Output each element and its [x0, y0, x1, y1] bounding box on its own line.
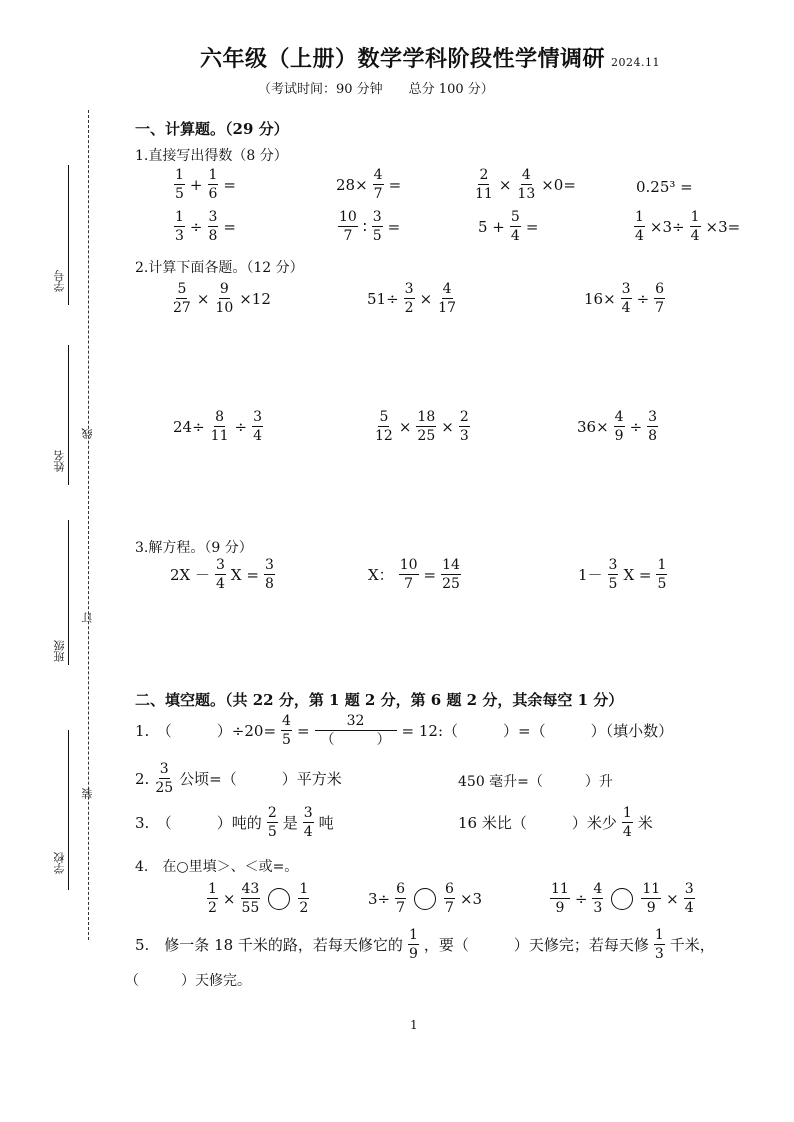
- oral-calc-6: $\frac{10}{7}$ ∶ $\frac{3}{5}$ =: [339, 209, 401, 244]
- fill-question-1: 1. （ ）÷20= $\frac{4}{5}$ = $\frac{32}{( )}$ = 12:（ ）=（ ）（填小数）: [135, 713, 674, 748]
- bind-mark: 订: [81, 612, 94, 623]
- fill-question-4: 4. 在○里填＞、＜或=。: [135, 859, 299, 875]
- page-title: [200, 42, 660, 73]
- binding-dashed-line: [88, 110, 89, 940]
- question-2-title: 2.计算下面各题。（12 分）: [135, 260, 304, 276]
- fill-question-5-cont: （ ）天修完。: [125, 973, 251, 989]
- oral-calc-2: 28× $\frac{4}{7}$ =: [336, 167, 402, 202]
- school-label: 学校: [53, 852, 66, 874]
- fill-question-5: 5. 修一条 18 千米的路，若每天修它的 $\frac{1}{9}$ ，要（ ）天修完；若每天修 $\frac{1}{3}$ 千米，: [135, 927, 715, 962]
- fill-question-2b: 450 毫升=（ ）升: [458, 774, 613, 790]
- answer-circle[interactable]: [268, 888, 290, 910]
- calc-a: $\frac{5}{27}$ × $\frac{9}{10}$ ×12: [173, 281, 271, 316]
- oral-calc-4: 0.25³ =: [636, 178, 693, 196]
- calc-b: 51÷ $\frac{3}{2}$ × $\frac{4}{17}$: [367, 281, 456, 316]
- line-mark: 线: [81, 428, 94, 439]
- answer-circle[interactable]: [414, 888, 436, 910]
- page-number: 1: [410, 1018, 418, 1032]
- equation-c: 1－ $\frac{3}{5}$ X = $\frac{1}{5}$: [578, 557, 667, 592]
- student-id-blank: [68, 165, 69, 305]
- class-label: 班级: [53, 640, 66, 662]
- answer-circle[interactable]: [611, 888, 633, 910]
- section-2-heading: 二、填空题。（共 22 分，第 1 题 2 分，第 6 题 2 分，其余每空 1 分）: [135, 691, 624, 709]
- equation-a: 2X － $\frac{3}{4}$ X = $\frac{3}{8}$: [170, 557, 274, 592]
- oral-calc-8: $\frac{1}{4}$ ×3÷ $\frac{1}{4}$ ×3=: [635, 209, 741, 244]
- fill-question-3a: 3. （ ）吨的 $\frac{2}{5}$ 是 $\frac{3}{4}$ 吨: [135, 805, 334, 840]
- school-blank: [68, 730, 69, 890]
- equation-b: X： $\frac{10}{7}$ = $\frac{14}{25}$: [368, 557, 460, 592]
- calc-f: 36× $\frac{4}{9}$ ÷ $\frac{3}{8}$: [577, 409, 658, 444]
- fill-question-2a: 2. $\frac{3}{25}$ 公顷=（ ）平方米: [135, 761, 342, 796]
- section-1-heading: 一、计算题。（29 分）: [135, 120, 289, 138]
- question-1-title: 1.直接写出得数（8 分）: [135, 148, 288, 164]
- title-text: 六年级（上册）数学学科阶段性学情调研: [200, 46, 606, 72]
- oral-calc-7: 5 + $\frac{5}{4}$ =: [478, 209, 539, 244]
- oral-calc-5: $\frac{1}{3}$ ÷ $\frac{3}{8}$ =: [175, 209, 236, 244]
- compare-3: $\frac{11}{9}$ ÷ $\frac{4}{3}$ $\frac{11}{9}$ × $\frac{3}{4}$: [551, 881, 694, 916]
- name-label: 姓名: [53, 450, 66, 472]
- name-blank: [68, 345, 69, 485]
- calc-c: 16× $\frac{3}{4}$ ÷ $\frac{6}{7}$: [584, 281, 665, 316]
- staple-mark: 装: [81, 788, 94, 799]
- exam-date: 2024.11: [611, 56, 661, 69]
- calc-d: 24÷ $\frac{8}{11}$ ÷ $\frac{3}{4}$: [173, 409, 262, 444]
- compare-2: 3÷ $\frac{6}{7}$ $\frac{6}{7}$ ×3: [368, 881, 483, 916]
- fill-question-3b: 16 米比（ ）米少 $\frac{1}{4}$ 米: [458, 805, 653, 840]
- exam-info: （考试时间：90 分钟 总分 100 分）: [258, 82, 494, 97]
- calc-e: $\frac{5}{12}$ × $\frac{18}{25}$ × $\frac{2}{3}$: [375, 409, 469, 444]
- class-blank: [68, 520, 69, 665]
- compare-1: $\frac{1}{2}$ × $\frac{43}{55}$ $\frac{1}{2}$: [208, 881, 309, 916]
- oral-calc-1: $\frac{1}{5}$ + $\frac{1}{6}$ =: [175, 167, 236, 202]
- oral-calc-3: $\frac{2}{11}$ × $\frac{4}{13}$ ×0=: [475, 167, 576, 202]
- question-3-title: 3.解方程。（9 分）: [135, 540, 253, 556]
- student-id-label: 学号: [53, 270, 66, 292]
